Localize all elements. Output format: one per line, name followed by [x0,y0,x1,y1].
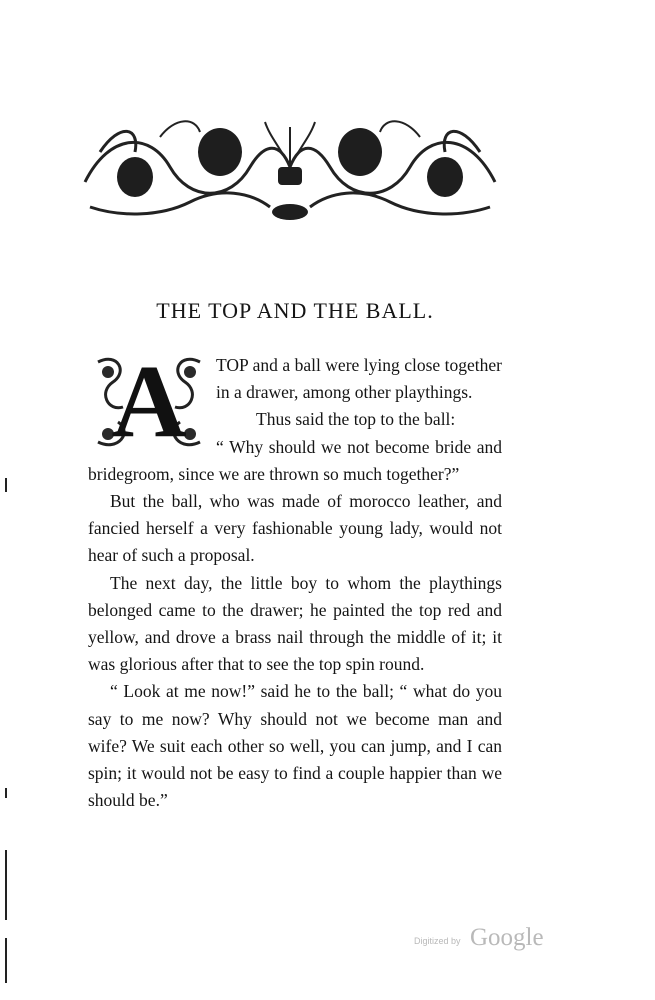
ornamental-headpiece [80,112,500,230]
page-title: THE TOP AND THE BALL. [156,298,434,323]
margin-mark [5,478,7,492]
paragraph: “ Why should we not become bride and bridegroom, since we are thrown so much together?” [88,436,502,484]
paragraph: The next day, the little boy to whom the playthings belonged came to the drawer; he painted the top red and yellow, and drove a brass nail through the middle of it; it was glorious after that to see the top spin round. [88,572,502,675]
initial-letter: A [111,344,187,459]
watermark-prefix: Digitized by [414,936,461,946]
margin-mark [5,788,7,798]
paragraph: TOP and a ball were lying close together in a drawer, among other playthings. [216,355,502,403]
margin-mark [5,938,7,983]
watermark-brand: Google [470,924,544,951]
paragraph: Thus said the top to the ball: [256,409,456,430]
margin-mark [5,850,7,920]
body-text [88,344,502,814]
paragraph: “ Look at me now!” said he to the ball; “ what do you say to me now? Why should not we become man and wife? We suit each other so well, you can jump, and I can spin; it would not be easy to find a couple happier than we should be.” [88,681,502,811]
paragraph: But the ball, who was made of morocco leather, and fancied herself a very fashionable young lady, would not hear of such a proposal. [88,491,502,566]
digitized-watermark [400,924,560,954]
